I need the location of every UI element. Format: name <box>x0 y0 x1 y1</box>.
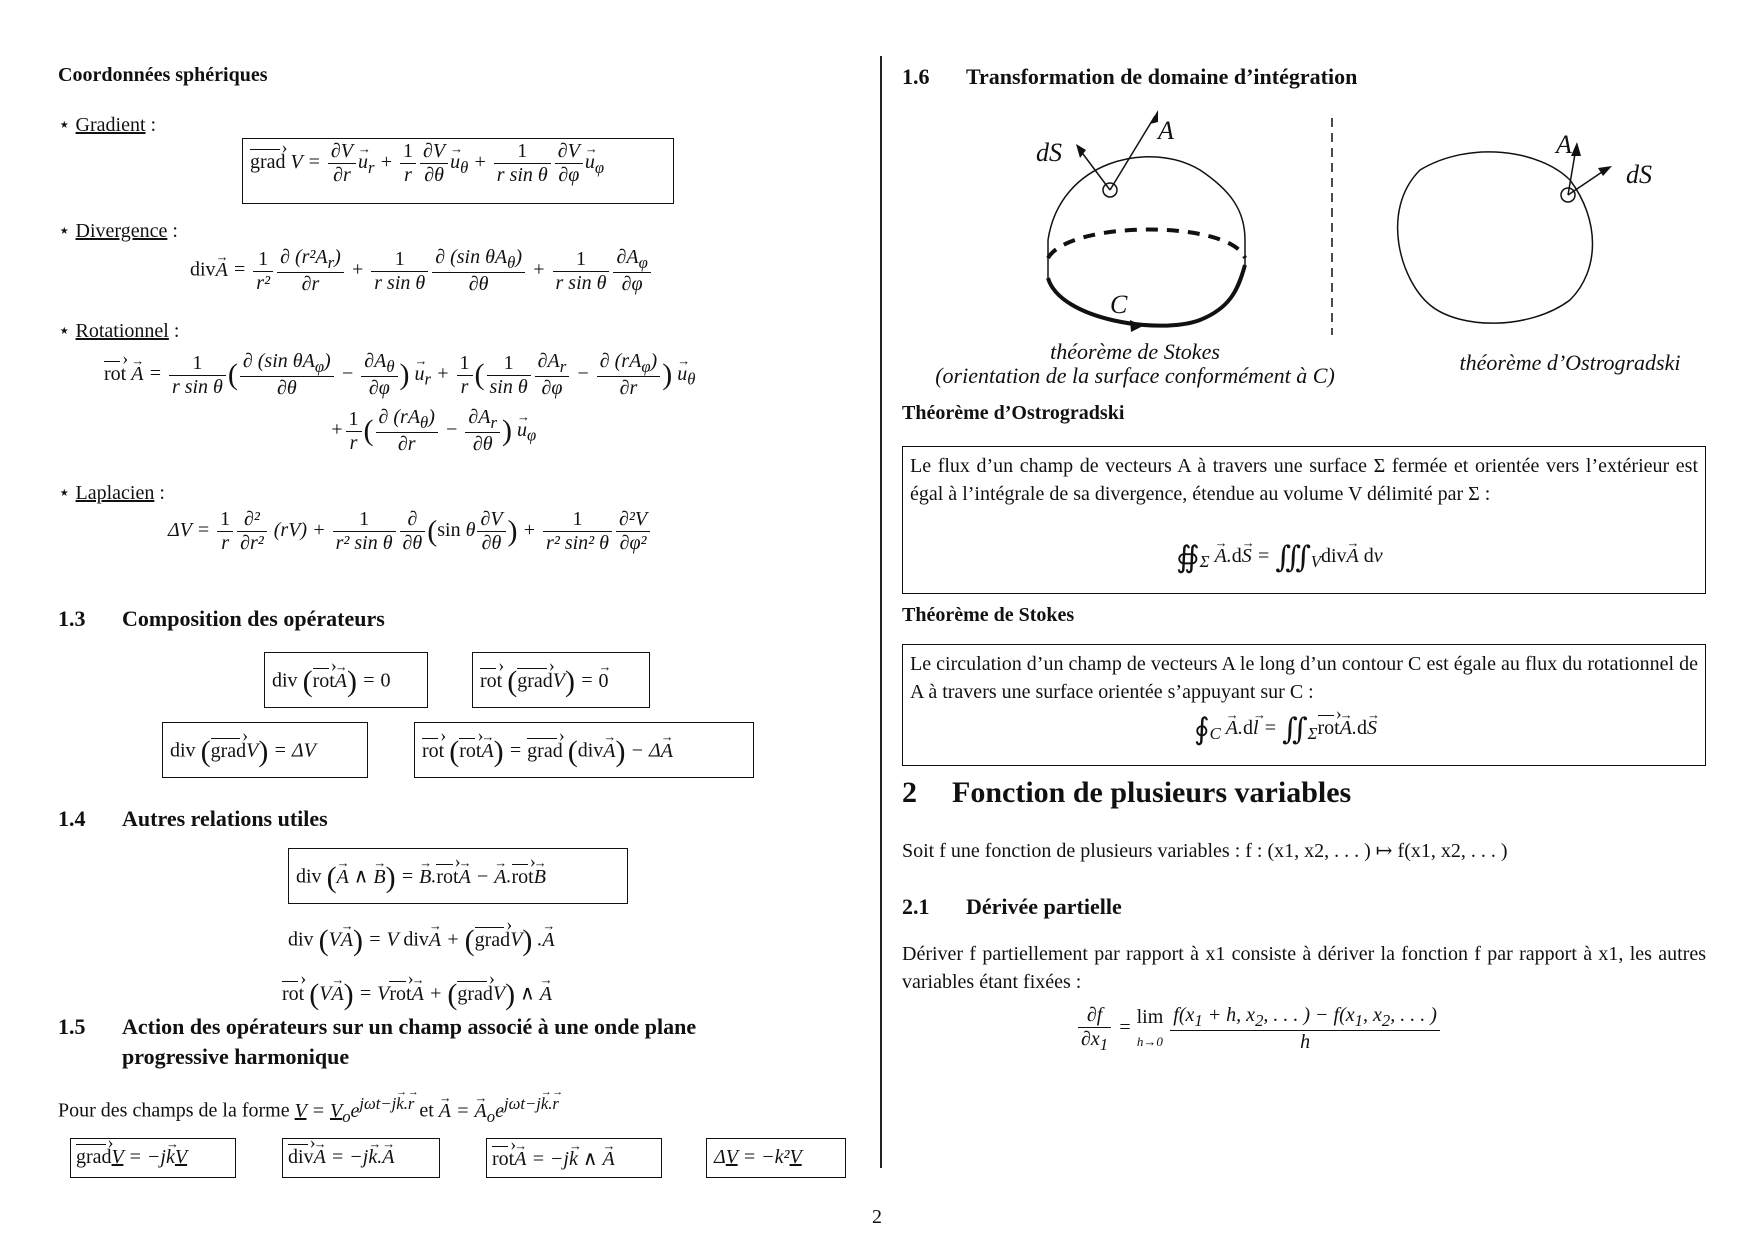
stokes-theorem-text: Le circulation d’un champ de vecteurs A le long d’un contour C est égale au flux du rotationnel de A à travers une surface orientée s’appuyant sur C : <box>910 653 1698 703</box>
section-2-intro: Soit f une fonction de plusieurs variables : f : (x1, x2, . . . ) ↦ f(x1, x2, . . . ) <box>902 840 1508 862</box>
wave-formula-rot: rot ›→ A = −j→ k ∧ → A <box>492 1146 615 1171</box>
wave-intro: Pour des champs de la forme $V = V_oe^{j\omega t-j\to k.\to r}$ et → A = → $A_oe^{j\omega t-j\to k.\to r}$ <box>58 1094 559 1127</box>
section-1-3-heading: 1.3 Composition des opérateurs <box>58 606 385 631</box>
ostro-caption: théorème d’Ostrogradski <box>1459 350 1681 375</box>
comp-formula-3: div (grad ›V) = ΔV <box>170 735 316 769</box>
laplacien-formula: ΔV = $\frac{1}{r}$ $\frac{\text{∂²}}{\text{∂r²}}$ (rV) + $\frac{1}{\text{r² sin θ}}$ $\frac{\partial}{\partial\theta}$ (sin θ $\frac{\partial V}{\partial\theta}$ ) + $\frac{1}{\text{r² sin² θ}}$ $\frac{\text{∂²V}}{\text{∂φ²}}$ <box>168 508 652 555</box>
wave-formula-div: div ›→ A = −j→ k.→ A <box>288 1146 394 1169</box>
column-divider <box>880 56 882 1168</box>
divergence-bullet: ⋆ Divergence : <box>58 220 178 242</box>
partial-derivative-formula: $\frac{\partial f}{\partial x_1}$ = lim h→0 $\frac{f(x_1 + h, x_2, . . . ) - f(x_1, x_2, . . . )}{h}$ <box>1076 1004 1442 1054</box>
rotationnel-bullet: ⋆ Rotationnel : <box>58 320 180 342</box>
rotationnel-formula-line2: + $\frac{1}{r}$ ( $\frac{\partial (rA_\theta)}{\partial r}$ − $\frac{\partial A_r}{\partial\theta}$ ) → $u_\varphi$ <box>330 406 536 456</box>
wave-formula-laplacian: ΔV = −k²V <box>714 1146 802 1168</box>
figure-label-a-left: A <box>1158 116 1174 145</box>
stokes-caption: théorème de Stokes (orientation de la surface conformément à C) <box>935 339 1335 388</box>
relation-formula-3: rot › (V→ A) = Vrot ›→ A + (grad ›V) ∧ → A <box>282 978 552 1012</box>
section-1-5-heading: 1.5 Action des opérateurs sur un champ associé à une onde plane progressive harmonique <box>58 1014 697 1069</box>
comp-formula-4: rot › (rot ›→ A) = grad › (div→ A) − Δ→ A <box>422 735 673 769</box>
relation-formula-2: div (V→ A) = V div→ A + (grad ›V) .→ A <box>288 924 555 958</box>
ostro-ds-arrowhead <box>1598 166 1612 176</box>
stokes-a-vector <box>1110 116 1155 190</box>
stokes-theorem-formula: $∮_C \to A.d\to l$ = $∬_\Sigma rot$ ›→ A.d→ S <box>1194 712 1377 747</box>
figure-label-ds-left: dS <box>1036 138 1062 167</box>
relation-formula-1: div (→ A ∧ → B) = → B.rot ›→ A − → A.rot ›→ B <box>296 861 546 895</box>
spherical-coords-heading: Coordonnées sphériques <box>58 64 268 86</box>
ostro-theorem-text: Le flux d’un champ de vecteurs A à travers une surface Σ fermée et orientée vers l’extérieur est égal à l’intégrale de sa divergence, étendue au volume V délimité par Σ : <box>910 455 1698 505</box>
stokes-ds-vector <box>1080 150 1110 190</box>
gradient-formula: grad › V = $\frac{\partial V}{\partial r}$ → $u_r$ + $\frac{1}{r}$ $\frac{\partial V}{\partial\theta}$ → $u_\theta$ + $\frac{1}{\text{r sin θ}}$ $\frac{\partial V}{\partial\varphi}$ → $u_\varphi$ <box>250 140 604 187</box>
stokes-contour-c <box>1048 265 1245 326</box>
stokes-theorem-title: Théorème de Stokes <box>902 604 1075 626</box>
section-2-1-text: Dériver f partiellement par rapport à x1 consiste à dériver la fonction f par rapport à x1, les autres variables étant fixées : <box>902 943 1706 993</box>
figure-label-c: C <box>1110 290 1128 319</box>
stokes-back-rim <box>1048 230 1245 259</box>
divergence-formula: div→ A = $\frac{1}{\text{r²}}$ $\frac{\partial (r^2A_r)}{\partial r}$ + $\frac{1}{\text{r sin θ}}$ $\frac{\partial (\sin \theta A_\theta)}{\partial\theta}$ + $\frac{1}{\text{r sin θ}}$ $\frac{\partial A_\varphi}{\partial\varphi}$ <box>190 246 653 296</box>
gradient-bullet: ⋆ Gradient : <box>58 114 157 136</box>
rotationnel-formula-line1: rot › → A = $\frac{1}{\text{r sin θ}}$ ( $\frac{\partial (\sin \theta A_\varphi)}{\partial\theta}$ − $\frac{\partial A_\theta}{\partial\varphi}$ ) → $u_r$ + $\frac{1}{r}$ ( $\frac{1}{\text{sin θ}}$ $\frac{\partial A_r}{\partial\varphi}$ − $\frac{\partial (rA_\varphi)}{\partial r}$ ) → $u_\theta$ <box>104 350 695 400</box>
ostro-closed-surface <box>1398 152 1593 323</box>
comp-formula-1: div (rot ›→ A) = 0 <box>272 665 391 699</box>
contour-arrow <box>1130 320 1143 332</box>
section-1-6-heading: 1.6 Transformation de domaine d’intégration <box>902 64 1358 89</box>
section-1-4-heading: 1.4 Autres relations utiles <box>58 806 328 831</box>
wave-formula-grad: grad ›V = −j→ kV <box>76 1146 187 1169</box>
ostro-theorem-formula: $∯_\Sigma \to A.d\to S$ = $∭_Vdiv\to A$ dv <box>1176 540 1383 575</box>
ostro-theorem-title: Théorème d’Ostrogradski <box>902 402 1125 424</box>
figure-label-a-right: A <box>1556 130 1572 159</box>
page-number: 2 <box>872 1206 882 1228</box>
laplacien-bullet: ⋆ Laplacien : <box>58 482 165 504</box>
section-2-heading: 2 Fonction de plusieurs variables <box>902 776 1352 809</box>
ostro-a-arrowhead <box>1571 142 1581 156</box>
ostro-ds-vector <box>1568 170 1605 195</box>
section-2-1-heading: 2.1 Dérivée partielle <box>902 894 1122 919</box>
figure-label-ds-right: dS <box>1626 160 1652 189</box>
comp-formula-2: rot › (grad ›V) = → 0 <box>480 665 608 699</box>
